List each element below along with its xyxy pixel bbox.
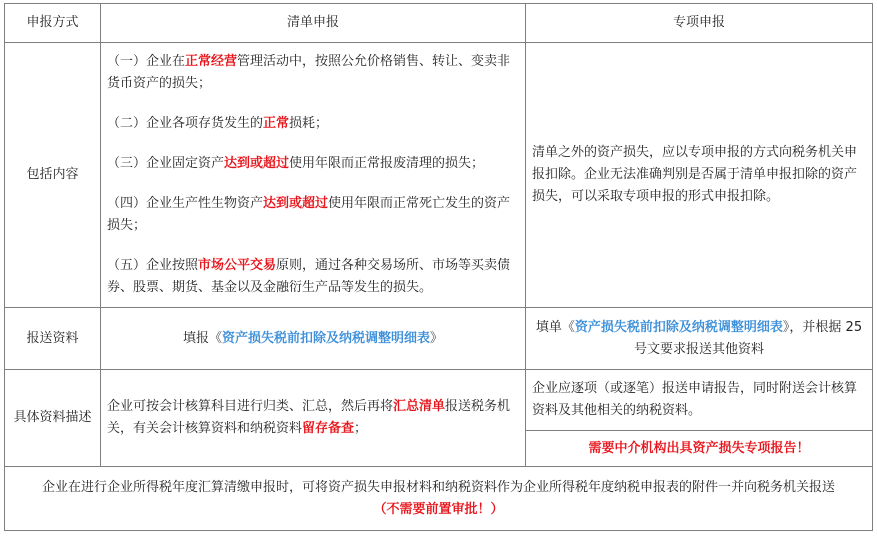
- detail-list-cell: 企业可按会计核算科目进行归类、汇总，然后再将汇总清单报送税务机关，有关会计核算资料和纳税资料留存备查；: [101, 370, 526, 467]
- list-item: （五）企业按照市场公平交易原则，通过各种交易场所、市场等买卖债券、股票、期货、基金以及金融衍生产品等发生的损失。: [107, 258, 511, 295]
- list-item: （三）企业固定资产达到或超过使用年限而正常报废清理的损失；: [107, 156, 485, 171]
- footer-row: [5, 467, 873, 531]
- header-row: [5, 4, 873, 43]
- header-list-declaration: 清单申报: [101, 4, 526, 43]
- detail-special-warning: 需要中介机构出具资产损失专项报告！: [526, 431, 873, 467]
- detail-special-top: 企业应逐项（或逐笔）报送申请报告，同时附送会计核算资料及其他相关的纳税资料。: [526, 370, 873, 431]
- content-special-cell: 清单之外的资产损失，应以专项申报的方式向税务机关申报扣除。企业无法准确判别是否属于清单申报扣除的资产损失，可以采取专项申报的形式申报扣除。: [526, 43, 873, 308]
- form-name-link: 资产损失税前扣除及纳税调整明细表: [574, 319, 783, 335]
- content-label: 包括内容: [5, 43, 101, 308]
- content-row: [5, 43, 873, 308]
- header-special-declaration: 专项申报: [526, 4, 873, 43]
- detail-label: 具体资料描述: [5, 370, 101, 467]
- list-item: （二）企业各项存货发生的正常损耗；: [107, 116, 329, 131]
- form-name-link: 资产损失税前扣除及纳税调整明细表: [221, 330, 430, 346]
- docs-special-cell: 填单《资产损失税前扣除及纳税调整明细表》，并根据 25 号文要求报送其他资料: [526, 308, 873, 370]
- list-item: （四）企业生产性生物资产达到或超过使用年限而正常死亡发生的资产损失；: [107, 196, 511, 233]
- docs-label: 报送资料: [5, 308, 101, 370]
- docs-row: [5, 308, 873, 370]
- header-method: 申报方式: [5, 4, 101, 43]
- docs-list-cell: 填报《资产损失税前扣除及纳税调整明细表》: [101, 308, 526, 370]
- footer-text: 企业在进行企业所得税年度汇算清缴申报时，可将资产损失申报材料和纳税资料作为企业所得税年度纳税申报表的附件一并向税务机关报送: [41, 479, 835, 495]
- detail-row-top: [5, 370, 873, 431]
- content-list-cell: [101, 43, 526, 308]
- footer-cell: [5, 467, 873, 531]
- list-item: （一）企业在正常经营管理活动中，按照公允价格销售、转让、变卖非货币资产的损失；: [107, 54, 511, 91]
- asset-loss-declaration-table: [4, 3, 873, 531]
- footer-note: （不需要前置审批！）: [373, 501, 504, 517]
